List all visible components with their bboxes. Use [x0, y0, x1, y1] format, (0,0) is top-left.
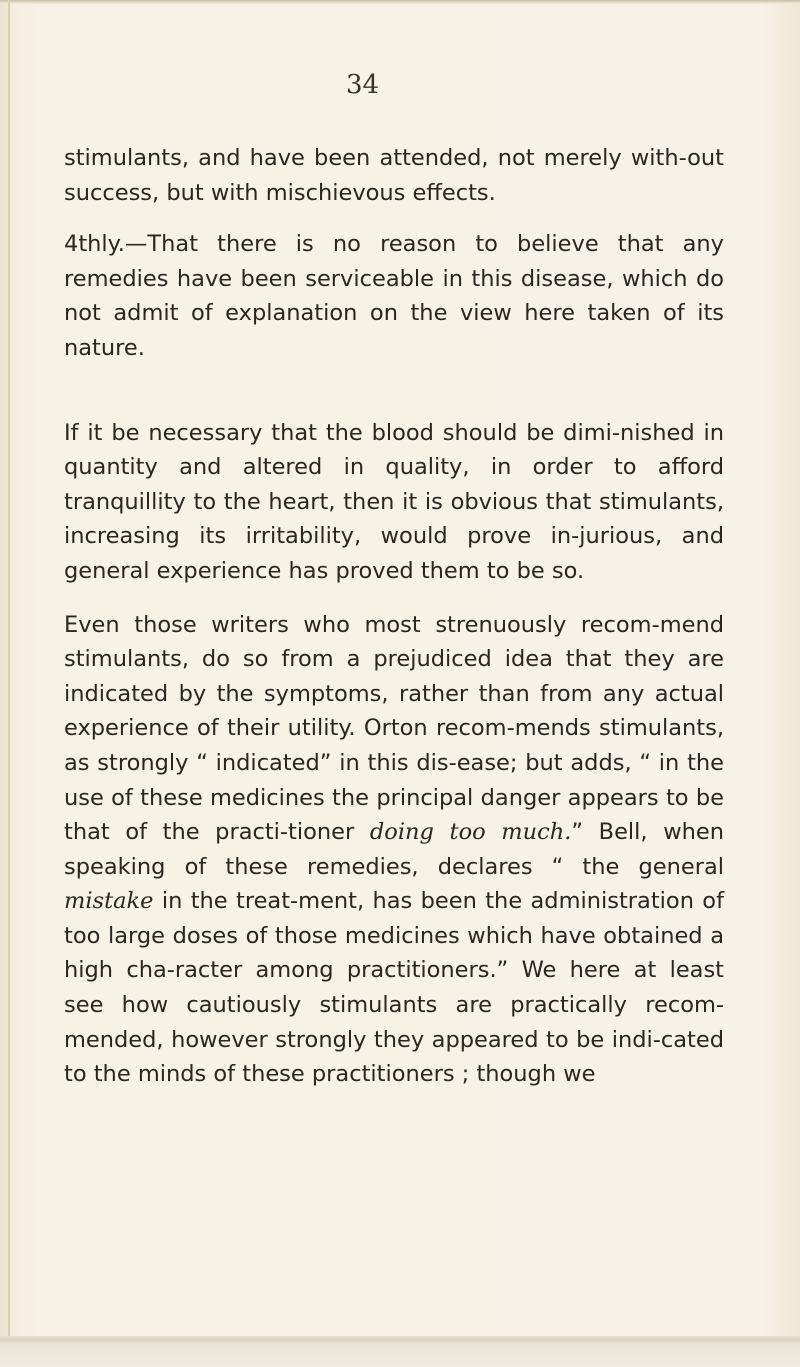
- paragraph-4-text-b: ” Bell, when speaking of these remedies, declares “ the general: [64, 819, 724, 880]
- page-bottom-edge: [0, 1336, 800, 1367]
- italic-word-mistake: mistake: [64, 888, 154, 915]
- paragraph-4: [64, 608, 724, 1092]
- page-number: 34: [346, 70, 380, 100]
- paragraph-4-text-c: in the treat-ment, has been the administration of too large doses of those medicines which have obtained a high cha-racter among practitioners.” We here at least see how cautiously stimulants are practically recom-mended, however strongly they appeared to be indi-cated to the minds of these practitioners ; though we: [64, 888, 724, 1088]
- italic-phrase-doing-too-much: doing too much.: [369, 819, 572, 846]
- page-top-edge: [0, 0, 800, 4]
- paragraph-1: stimulants, and have been attended, not merely with-out success, but with mischievous effects.: [64, 145, 724, 206]
- paragraph-4-text-a: Even those writers who most strenuously recom-mend stimulants, do so from a prejudiced idea that they are indicated by the symptoms, rather than from any actual experience of their utility. Orton recom-mends stimulants, as strongly “ indicated” in this dis-ease; but adds, “ in the use of these medicines the principal danger appears to be that of the practi-tioner: [64, 611, 724, 846]
- body-text: [64, 141, 724, 1092]
- page-left-edge: [8, 0, 10, 1367]
- paragraph-3: If it be necessary that the blood should be dimi-nished in quantity and altered in quality, in order to afford tranquillity to the heart, then it is obvious that stimulants, increasing its irritability, would prove in-jurious, and general experience has proved them to be so.: [64, 419, 724, 584]
- paragraph-2: 4thly.—That there is no reason to believe that any remedies have been serviceable in this disease, which do not admit of explanation on the view here taken of its nature.: [64, 231, 724, 361]
